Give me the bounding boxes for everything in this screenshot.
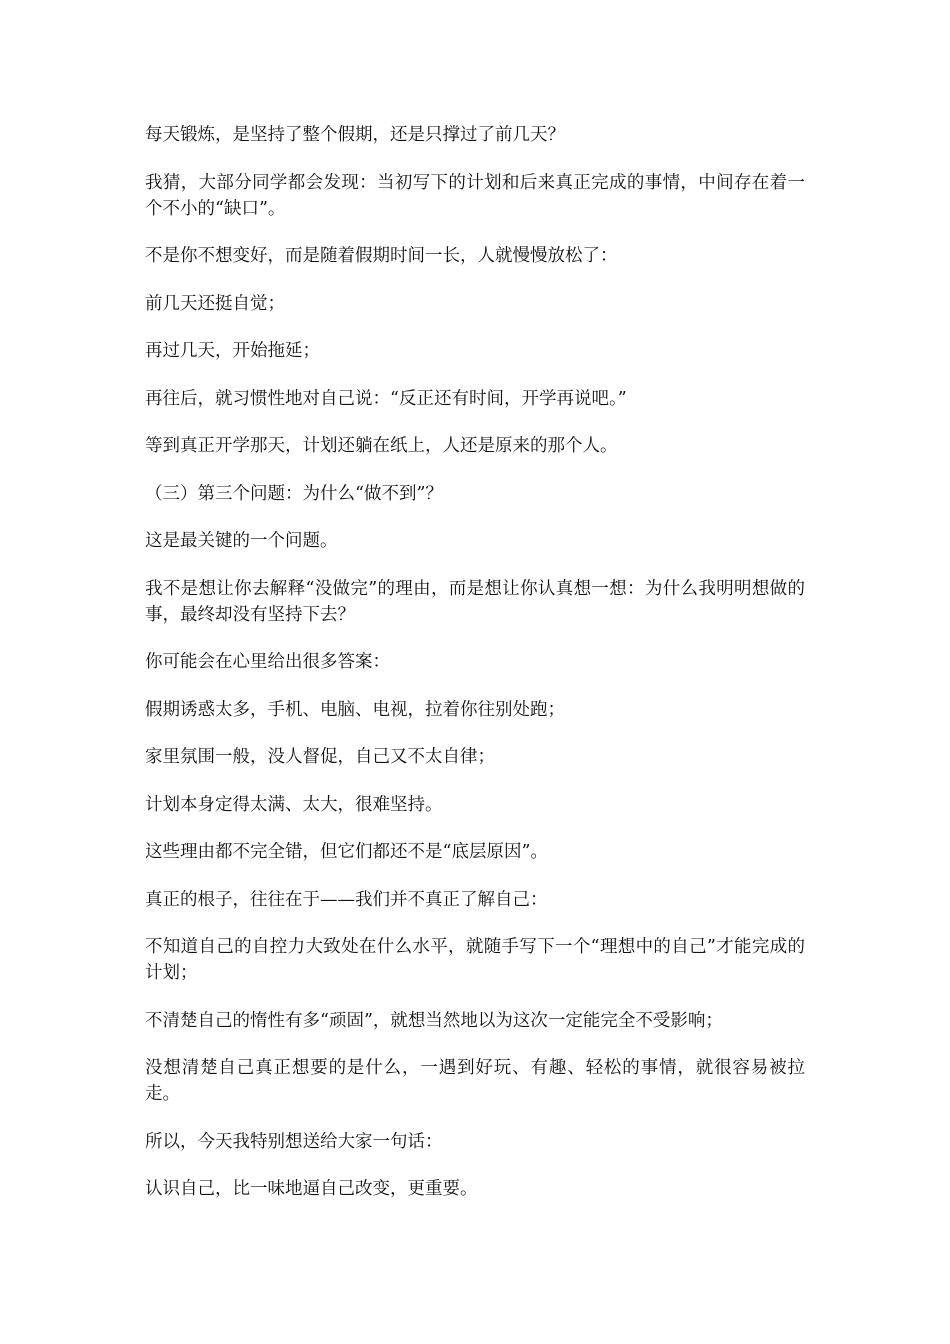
paragraph: 我猜，大部分同学都会发现：当初写下的计划和后来真正完成的事情，中间存在着一个不小的“缺口”。 [145,172,805,219]
paragraph: 不是你不想变好，而是随着假期时间一长，人就慢慢放松了： [145,246,618,266]
paragraph: 再过几天，开始拖延； [145,341,320,361]
paragraph: 我不是想让你去解释“没做完”的理由，而是想让你认真想一想：为什么我明明想做的事，最终却没有坚持下去？ [145,578,805,625]
paragraph: 真正的根子，往往在于——我们并不真正了解自己： [145,889,548,910]
paragraph: 家里氛围一般，没人督促，自己又不太自律； [145,747,495,767]
paragraph: 认识自己，比一味地逼自己改变，更重要。 [145,1179,478,1199]
paragraph: 等到真正开学那天，计划还躺在纸上，人还是原来的那个人。 [145,436,618,456]
paragraph: 这些理由都不完全错，但它们都还不是“底层原因”。 [145,842,548,862]
paragraph: 所以，今天我特别想送给大家一句话： [145,1131,443,1152]
paragraph: 假期诱惑太多，手机、电脑、电视，拉着你往别处跑； [145,699,565,720]
paragraph: 这是最关键的一个问题。 [145,531,338,551]
paragraph: 你可能会在心里给出很多答案： [145,652,390,672]
paragraph: 没想清楚自己真正想要的是什么，一遇到好玩、有趣、轻松的事情，就很容易被拉走。 [145,1058,805,1104]
section-heading: （三）第三个问题：为什么“做不到”？ [145,483,443,504]
paragraph: 计划本身定得太满、太大，很难坚持。 [145,794,443,815]
paragraph: 前几天还挺自觉； [145,293,285,314]
paragraph: 再往后，就习惯性地对自己说：“反正还有时间，开学再说吧。” [145,388,627,409]
paragraph: 不清楚自己的惰性有多“顽固”，就想当然地以为这次一定能完全不受影响； [145,1010,723,1031]
paragraph: 不知道自己的自控力大致处在什么水平，就随手写下一个“理想中的自己”才能完成的计划； [145,937,805,983]
paragraph: 每天锻炼，是坚持了整个假期，还是只撑过了前几天？ [145,125,565,145]
document-body [145,122,805,1224]
